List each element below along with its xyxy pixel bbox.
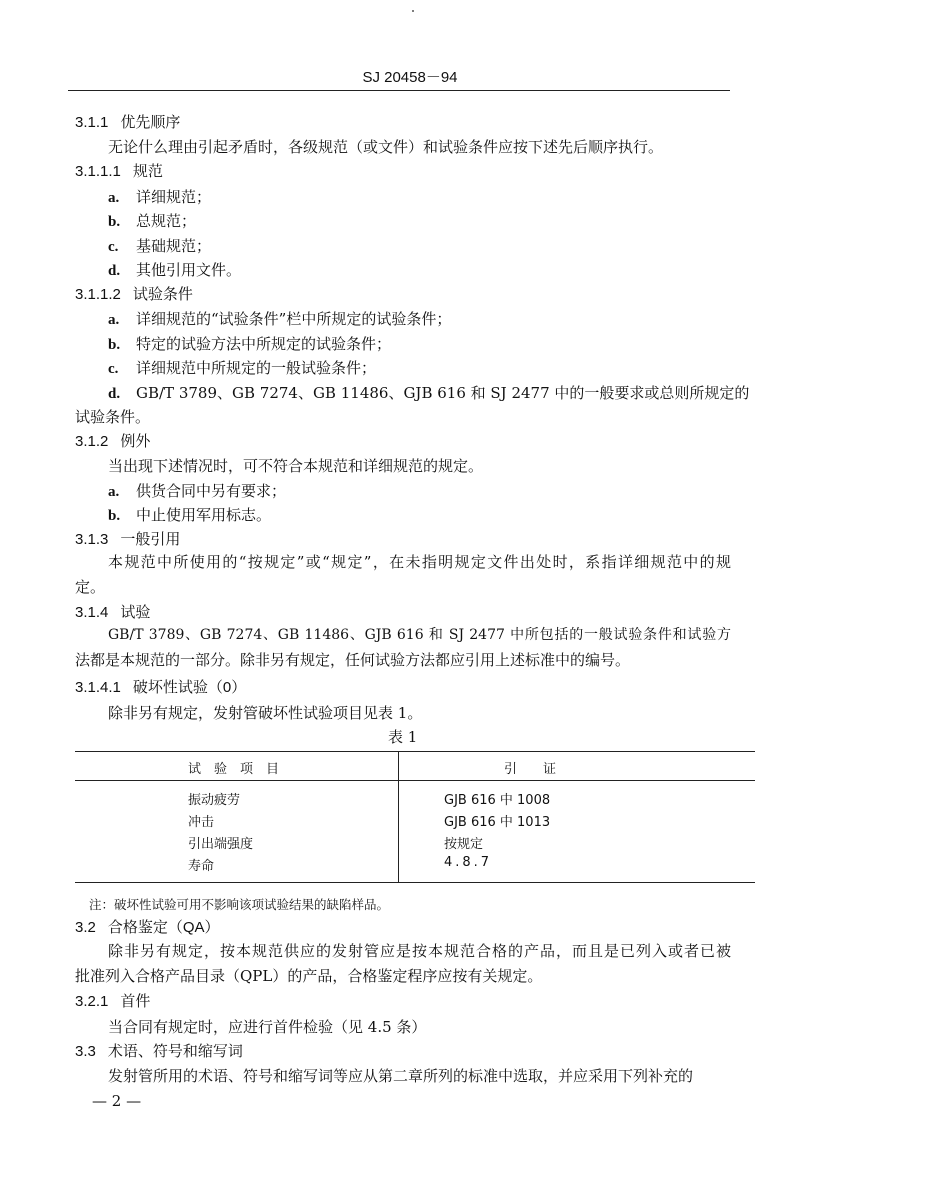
heading-3-2 [75,918,220,938]
section-number: 3.1.1 [75,114,109,131]
list-item: c. 详细规范中所规定的一般试验条件； [108,359,377,377]
list-item: b. 特定的试验方法中所规定的试验条件； [108,335,392,353]
section-title: 优先顺序 [120,114,181,131]
section-title: 规范 [132,163,163,180]
list-item: b. 中止使用军用标志。 [108,506,272,524]
table-cell-reference: 按规定 [444,837,484,852]
table-note: 注：破坏性试验可用不影响该项试验结果的缺陷样品。 [89,897,390,912]
page-number: — 2 — [92,1092,142,1110]
table-cell-reference: GJB 616 中 1008 [444,793,551,808]
heading-3-3 [75,1042,243,1062]
heading-3-1-4 [75,603,150,623]
list-item: c. 基础规范； [108,237,212,255]
section-title: 首件 [120,993,151,1010]
paragraph-3-2: 除非另有规定，按本规范供应的发射管应是按本规范合格的产品，而且是已列入或者已被 批准列入合格产品目录（QPL）的产品，合格鉴定程序应按有关规定。 [75,942,731,985]
section-title: 一般引用 [120,531,181,548]
paragraph-3-2-1: 当合同有规定时，应进行首件检验（见 4.5 条） [108,1018,427,1036]
paragraph-3-1-4-1: 除非另有规定，发射管破坏性试验项目见表 1。 [108,704,423,722]
section-title: 破坏性试验（0） [132,679,247,696]
table-cell-reference: GJB 616 中 1013 [444,815,551,830]
section-title: 术语、符号和缩写词 [107,1043,243,1060]
table-header-reference: 引 证 [504,762,557,777]
header-rule [68,90,730,91]
paragraph-3-1-1: 无论什么理由引起矛盾时，各级规范（或文件）和试验条件应按下述先后顺序执行。 [108,138,664,156]
section-number: 3.1.1.1 [75,163,121,180]
heading-3-1-1 [75,113,180,133]
list-continuation: 试验条件。 [75,408,151,426]
heading-3-1-3 [75,530,180,550]
section-number: 3.1.4.1 [75,679,121,696]
table-column-divider [398,751,399,883]
heading-3-1-4-1 [75,678,246,698]
table-cell-item: 引出端强度 [188,837,254,852]
list-item: d. GB/T 3789、GB 7274、GB 11486、GJB 616 和 SJ 2477 中的一般要求或总则所规定的 [108,384,750,402]
heading-3-2-1 [75,992,150,1012]
section-number: 3.1.2 [75,433,109,450]
table-cell-item: 冲击 [188,815,215,830]
section-title: 合格鉴定（QA） [107,919,220,936]
heading-3-1-2 [75,432,150,452]
section-title: 试验条件 [132,286,193,303]
paragraph-3-1-3: 本规范中所使用的“按规定”或“规定”，在未指明规定文件出处时，系指详细规范中的规 定。 [75,553,731,596]
list-item: b. 总规范； [108,212,197,230]
table-bottom-rule [75,882,755,883]
section-number: 3.1.3 [75,531,109,548]
section-number: 3.2 [75,919,96,936]
section-number: 3.2.1 [75,993,109,1010]
table-cell-item: 寿命 [188,859,215,874]
table-header-item: 试 验 项 目 [188,762,280,777]
paragraph-3-3: 发射管所用的术语、符号和缩写词等应从第二章所列的标准中选取，并应采用下列补充的 [108,1067,694,1085]
list-item: a. 详细规范； [108,188,212,206]
paragraph-3-1-4: GB/T 3789、GB 7274、GB 11486、GJB 616 和 SJ 2477 中所包括的一般试验条件和试验方 法都是本规范的一部分。除非另有规定，任何试验方法都应引用上述标准中的编号。 [75,627,731,669]
standard-code-header: SJ 20458－94 [362,69,458,86]
section-number: 3.1.1.2 [75,286,121,303]
heading-3-1-1-1 [75,162,163,182]
paragraph-3-1-2: 当出现下述情况时，可不符合本规范和详细规范的规定。 [108,457,484,475]
table-header-rule [75,780,755,781]
section-title: 例外 [120,433,151,450]
scan-speck [412,10,414,12]
list-item: d. 其他引用文件。 [108,261,242,279]
section-title: 试验 [120,604,151,621]
table-cell-item: 振动疲劳 [188,793,241,808]
table-top-rule [75,751,755,752]
list-item: a. 详细规范的“试验条件”栏中所规定的试验条件； [108,310,452,328]
list-item: a. 供货合同中另有要求； [108,482,287,500]
section-number: 3.1.4 [75,604,109,621]
section-number: 3.3 [75,1043,96,1060]
heading-3-1-1-2 [75,285,193,305]
table-cell-reference: 4.8.7 [444,855,493,870]
table-caption: 表 1 [388,728,418,746]
